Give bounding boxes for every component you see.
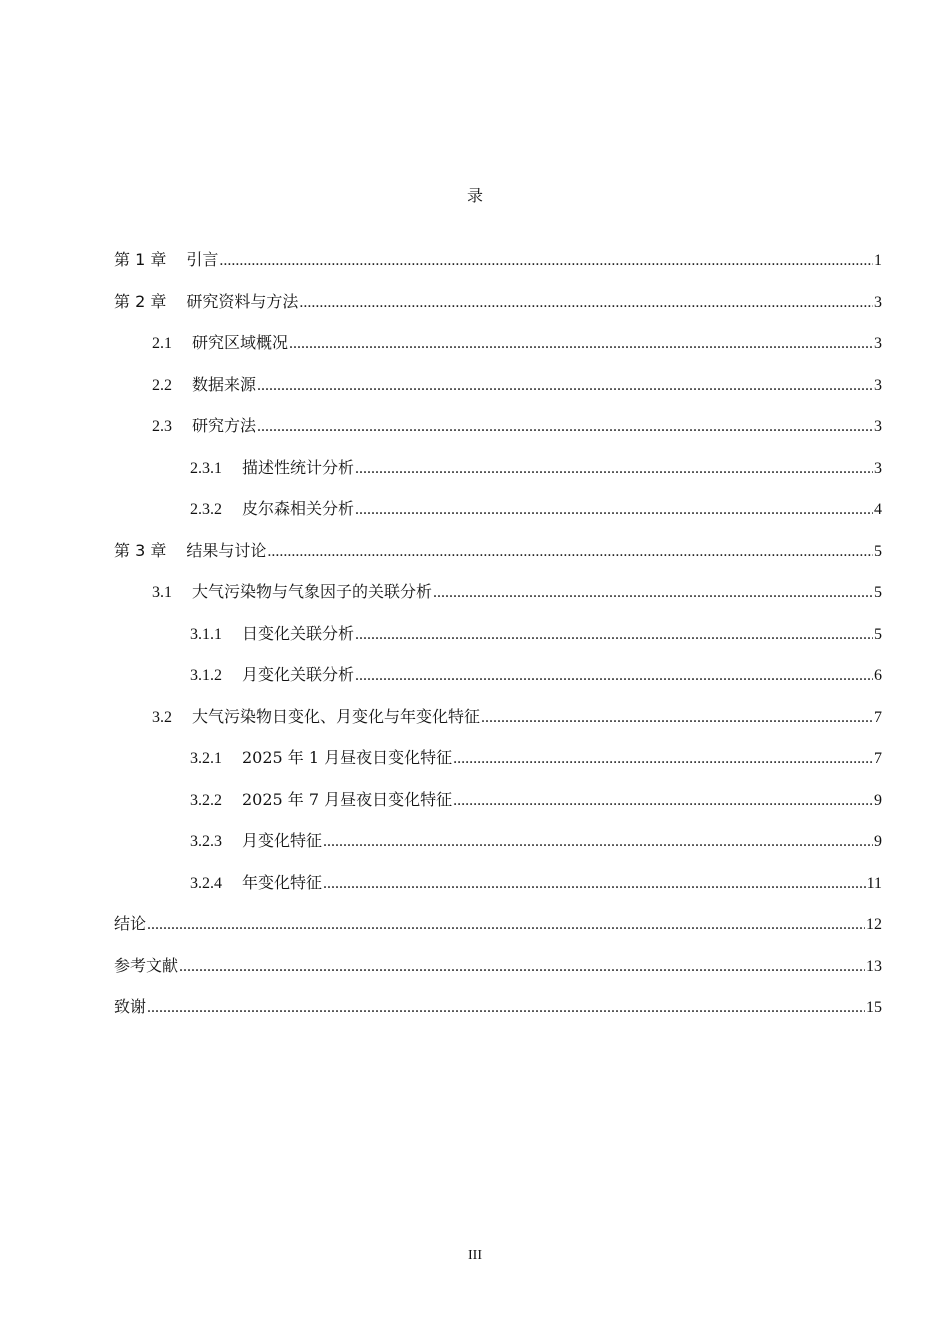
- toc-dot-leader: [355, 459, 873, 479]
- toc-entry-number: 2.3: [152, 418, 172, 435]
- toc-entry-line: [190, 831, 882, 852]
- toc-dot-leader: [179, 957, 865, 977]
- page-title: 录: [466, 186, 483, 205]
- toc-entry[interactable]: [0, 250, 950, 292]
- table-of-contents: [0, 250, 950, 1039]
- toc-dot-leader: [147, 915, 865, 935]
- toc-entry-line: [152, 375, 882, 396]
- toc-entry-line: [190, 665, 882, 686]
- toc-entry-page: 11: [866, 874, 882, 892]
- toc-entry-line: [152, 582, 882, 603]
- toc-entry[interactable]: [0, 333, 950, 375]
- toc-entry-label: 数据来源: [192, 374, 257, 394]
- toc-entry-line: [190, 748, 882, 769]
- toc-entry-label: 研究区域概况: [192, 333, 289, 352]
- toc-entry-line: [190, 790, 882, 811]
- toc-entry[interactable]: [0, 707, 950, 749]
- toc-entry-label: 月变化特征: [242, 831, 323, 850]
- toc-entry-line: [114, 250, 882, 271]
- toc-entry-page: 15: [866, 999, 882, 1016]
- toc-dot-leader: [267, 542, 873, 562]
- toc-entry-line: [114, 956, 882, 977]
- toc-dot-leader: [147, 998, 865, 1018]
- toc-entry-page: 5: [874, 584, 882, 601]
- toc-entry[interactable]: [0, 956, 950, 998]
- toc-entry-number: 3.1.1: [190, 625, 222, 643]
- toc-entry-number: 2.3.1: [190, 459, 222, 477]
- toc-entry-page: 13: [866, 957, 882, 975]
- toc-entry-label: 结论: [114, 914, 147, 933]
- toc-entry-number: 第 1 章: [114, 250, 167, 269]
- toc-entry-number: 3.1: [152, 584, 172, 601]
- toc-entry-label: 引言: [186, 250, 219, 269]
- toc-entry-label: 年变化特征: [242, 872, 323, 892]
- toc-entry-number: 2.1: [152, 335, 172, 352]
- toc-entry-page: 9: [874, 791, 882, 809]
- toc-entry-number: 2.2: [152, 376, 172, 394]
- toc-entry-line: [190, 873, 882, 894]
- toc-dot-leader: [257, 417, 873, 437]
- toc-entry-label: 研究方法: [192, 416, 257, 435]
- toc-entry[interactable]: [0, 790, 950, 832]
- toc-entry-label: 2025 年 1 月昼夜日变化特征: [242, 748, 453, 767]
- toc-entry-page: 1: [874, 252, 882, 269]
- toc-entry-page: 3: [874, 335, 882, 352]
- toc-dot-leader: [481, 708, 873, 728]
- toc-entry-label: 日变化关联分析: [242, 623, 355, 643]
- toc-entry-page: 4: [874, 501, 882, 518]
- toc-entry-number: 2.3.2: [190, 501, 222, 518]
- toc-entry-page: 3: [874, 293, 882, 311]
- toc-entry-line: [114, 292, 882, 313]
- toc-dot-leader: [433, 583, 873, 603]
- toc-entry-page: 5: [874, 542, 882, 560]
- toc-entry-number: 3.2.3: [190, 833, 222, 850]
- toc-dot-leader: [289, 334, 873, 354]
- toc-entry-page: 3: [874, 459, 882, 477]
- toc-entry-line: [152, 416, 882, 437]
- toc-entry-number: 第 2 章: [114, 291, 167, 311]
- toc-dot-leader: [355, 500, 873, 520]
- toc-entry-label: 描述性统计分析: [242, 457, 355, 477]
- toc-entry-line: [152, 707, 882, 728]
- page-number-footer: III: [468, 1248, 482, 1263]
- toc-entry-number: 3.2.1: [190, 750, 222, 767]
- toc-entry[interactable]: [0, 416, 950, 458]
- toc-entry[interactable]: [0, 748, 950, 790]
- toc-entry[interactable]: [0, 831, 950, 873]
- toc-entry-label: 月变化关联分析: [242, 665, 355, 684]
- toc-entry-number: 3.2: [152, 708, 172, 726]
- toc-entry[interactable]: [0, 458, 950, 500]
- toc-dot-leader: [453, 791, 873, 811]
- toc-entry-label: 2025 年 7 月昼夜日变化特征: [242, 789, 453, 809]
- toc-entry-number: 3.2.4: [190, 874, 222, 892]
- toc-dot-leader: [453, 749, 873, 769]
- toc-dot-leader: [323, 874, 866, 894]
- toc-entry-page: 3: [874, 376, 882, 394]
- toc-entry-line: [152, 333, 882, 354]
- toc-entry[interactable]: [0, 997, 950, 1039]
- toc-dot-leader: [257, 376, 873, 396]
- toc-entry[interactable]: [0, 873, 950, 915]
- toc-entry-line: [190, 499, 882, 520]
- toc-entry-page: 3: [874, 418, 882, 435]
- toc-entry-line: [114, 997, 882, 1018]
- toc-entry-number: 3.2.2: [190, 791, 222, 809]
- toc-dot-leader: [299, 293, 873, 313]
- toc-entry-label: 皮尔森相关分析: [242, 499, 355, 518]
- toc-entry-label: 参考文献: [114, 955, 179, 975]
- toc-entry-page: 6: [874, 667, 882, 684]
- toc-entry[interactable]: [0, 375, 950, 417]
- toc-entry-page: 9: [874, 833, 882, 850]
- toc-entry[interactable]: [0, 292, 950, 334]
- toc-entry[interactable]: [0, 624, 950, 666]
- toc-entry-label: 大气污染物与气象因子的关联分析: [192, 582, 433, 601]
- toc-entry-line: [114, 541, 882, 562]
- toc-dot-leader: [219, 251, 873, 271]
- toc-dot-leader: [323, 832, 873, 852]
- toc-entry[interactable]: [0, 541, 950, 583]
- toc-entry[interactable]: [0, 914, 950, 956]
- toc-entry-number: 3.1.2: [190, 667, 222, 684]
- toc-entry-label: 大气污染物日变化、月变化与年变化特征: [192, 706, 481, 726]
- toc-entry-page: 12: [866, 916, 882, 933]
- toc-entry-number: 第 3 章: [114, 540, 167, 560]
- toc-entry-line: [114, 914, 882, 935]
- toc-entry-page: 7: [874, 750, 882, 767]
- toc-entry[interactable]: [0, 582, 950, 624]
- toc-entry-line: [190, 624, 882, 645]
- toc-entry[interactable]: [0, 499, 950, 541]
- toc-dot-leader: [355, 666, 873, 686]
- toc-dot-leader: [355, 625, 873, 645]
- toc-entry-label: 结果与讨论: [186, 540, 267, 560]
- toc-entry[interactable]: [0, 665, 950, 707]
- toc-entry-line: [190, 458, 882, 479]
- toc-entry-label: 研究资料与方法: [186, 291, 299, 311]
- toc-entry-page: 7: [874, 708, 882, 726]
- toc-entry-page: 5: [874, 625, 882, 643]
- toc-entry-label: 致谢: [114, 997, 147, 1016]
